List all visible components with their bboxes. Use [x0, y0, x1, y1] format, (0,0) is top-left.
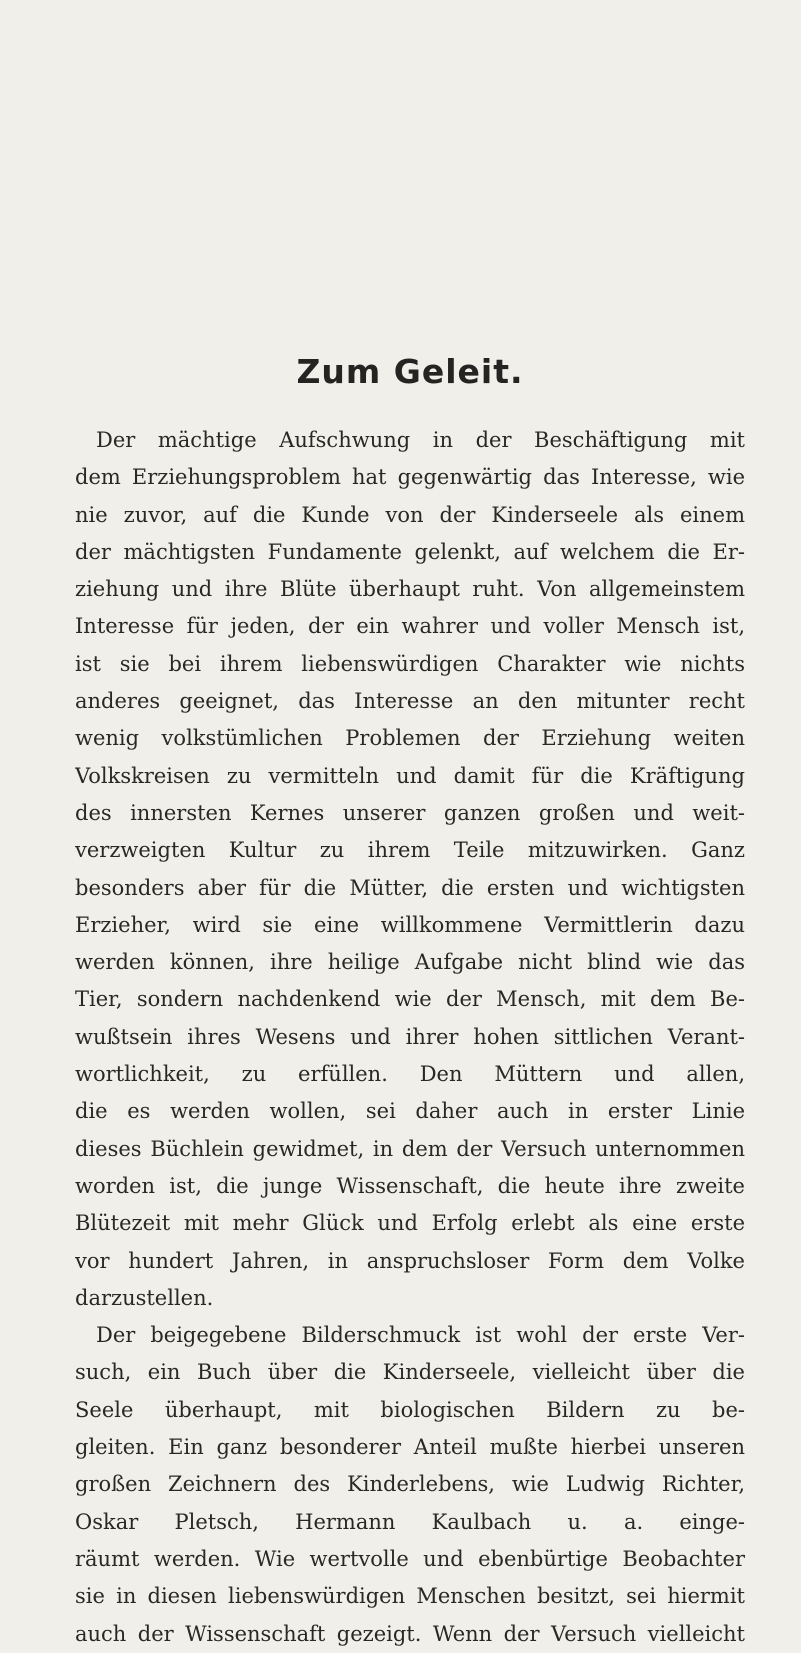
text-line: gleiten. Ein ganz besonderer Anteil mußte hierbei unseren: [75, 1435, 745, 1460]
page-heading: Zum Geleit.: [296, 352, 524, 391]
text-line: wenig volkstümlichen Problemen der Erziehung weiten: [75, 726, 745, 751]
text-line: nie zuvor, auf die Kunde von der Kinderseele als einem: [75, 502, 745, 527]
text-line: werden können, ihre heilige Aufgabe nicht blind wie das: [75, 950, 745, 975]
text-line: Oskar Pletsch, Hermann Kaulbach u. a. einge-: [75, 1509, 745, 1534]
text-line: großen Zeichnern des Kinderlebens, wie Ludwig Richter,: [75, 1472, 745, 1497]
text-line: Erzieher, wird sie eine willkommene Vermittlerin dazu: [75, 912, 745, 937]
text-line: dieses Büchlein gewidmet, in dem der Versuch unternommen: [75, 1136, 745, 1161]
text-line: besonders aber für die Mütter, die ersten und wichtigsten: [75, 875, 745, 900]
text-line: darzustellen.: [75, 1285, 214, 1310]
text-line: verzweigten Kultur zu ihrem Teile mitzuwirken. Ganz: [75, 838, 745, 863]
text-line: Der mächtige Aufschwung in der Beschäftigung mit: [96, 428, 745, 452]
text-line: sie in diesen liebenswürdigen Menschen besitzt, sei hiermit: [75, 1584, 745, 1609]
text-line: des innersten Kernes unserer ganzen großen und weit-: [75, 800, 745, 825]
text-line: Volkskreisen zu vermitteln und damit für die Kräftigung: [75, 763, 745, 788]
text-line: Der beigegebene Bilderschmuck ist wohl der erste Ver-: [96, 1323, 745, 1348]
text-line: Seele überhaupt, mit biologischen Bildern zu be-: [75, 1397, 745, 1422]
text-line: wortlichkeit, zu erfüllen. Den Müttern und allen,: [75, 1062, 745, 1087]
text-line: such, ein Buch über die Kinderseele, vielleicht über die: [75, 1360, 745, 1385]
text-line: vor hundert Jahren, in anspruchsloser Form dem Volke: [75, 1248, 745, 1273]
text-line: anderes geeignet, das Interesse an den mitunter recht: [75, 689, 745, 714]
text-line: der mächtigsten Fundamente gelenkt, auf welchem die Er-: [75, 539, 745, 564]
text-line: ist sie bei ihrem liebenswürdigen Charakter wie nichts: [75, 651, 745, 676]
text-line: Interesse für jeden, der ein wahrer und voller Mensch ist,: [75, 614, 745, 639]
text-line: dem Erziehungsproblem hat gegenwärtig das Interesse, wie: [75, 465, 745, 490]
text-line: worden ist, die junge Wissenschaft, die heute ihre zweite: [75, 1173, 745, 1198]
text-line: Tier, sondern nachdenkend wie der Mensch, mit dem Be-: [75, 987, 745, 1012]
text-line: ziehung und ihre Blüte überhaupt ruht. Von allgemeinstem: [75, 577, 745, 602]
text-line: auch der Wissenschaft gezeigt. Wenn der Versuch vielleicht: [75, 1621, 745, 1646]
body-text: [75, 422, 745, 1653]
text-line: die es werden wollen, sei daher auch in erster Linie: [75, 1099, 745, 1124]
text-line: räumt werden. Wie wertvolle und ebenbürtige Beobachter: [75, 1546, 745, 1571]
text-line: Blütezeit mit mehr Glück und Erfolg erlebt als eine erste: [75, 1211, 745, 1236]
text-line: wußtsein ihres Wesens und ihrer hohen sittlichen Verant-: [75, 1024, 745, 1049]
